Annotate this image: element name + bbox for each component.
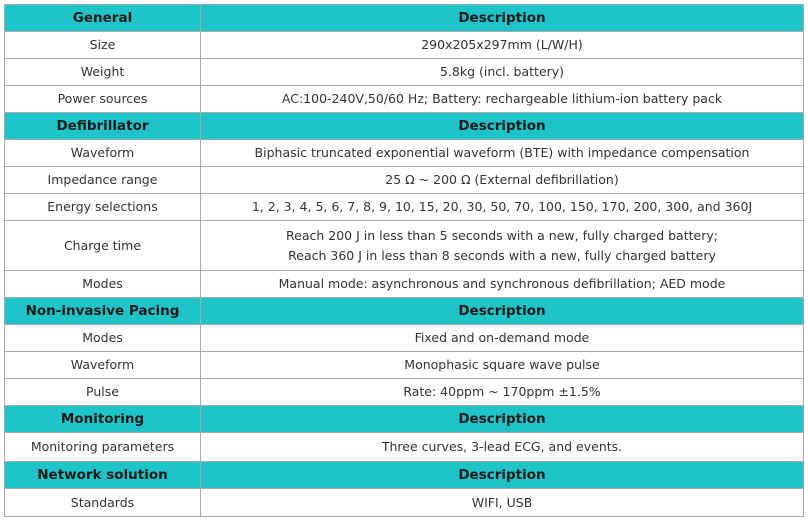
row-value: 25 Ω ~ 200 Ω (External defibrillation) <box>201 167 804 194</box>
row-label: Size <box>5 32 201 59</box>
row-label: Pulse <box>5 379 201 406</box>
table-row <box>5 325 804 352</box>
section-title: Network solution <box>5 462 201 489</box>
row-value: Three curves, 3-lead ECG, and events. <box>201 433 804 462</box>
spec-table <box>4 4 804 517</box>
row-label: Charge time <box>5 221 201 271</box>
section-header-defibrillator <box>5 113 804 140</box>
table-row <box>5 140 804 167</box>
row-value: Biphasic truncated exponential waveform (BTE) with impedance compensation <box>201 140 804 167</box>
row-value: Rate: 40ppm ~ 170ppm ±1.5% <box>201 379 804 406</box>
table-row <box>5 59 804 86</box>
row-label: Weight <box>5 59 201 86</box>
table-row <box>5 489 804 517</box>
row-value: Manual mode: asynchronous and synchronous defibrillation; AED mode <box>201 271 804 298</box>
table-row <box>5 32 804 59</box>
row-label: Modes <box>5 271 201 298</box>
row-value: Fixed and on-demand mode <box>201 325 804 352</box>
row-value-line: Reach 360 J in less than 8 seconds with a new, fully charged battery <box>288 247 716 263</box>
description-header: Description <box>201 5 804 32</box>
section-title: General <box>5 5 201 32</box>
description-header: Description <box>201 113 804 140</box>
table-row <box>5 167 804 194</box>
row-label: Modes <box>5 325 201 352</box>
table-row <box>5 194 804 221</box>
row-value: 290x205x297mm (L/W/H) <box>201 32 804 59</box>
section-title: Defibrillator <box>5 113 201 140</box>
row-label: Standards <box>5 489 201 517</box>
row-value: 1, 2, 3, 4, 5, 6, 7, 8, 9, 10, 15, 20, 30, 50, 70, 100, 150, 170, 200, 300, and 360J <box>201 194 804 221</box>
row-label: Monitoring parameters <box>5 433 201 462</box>
table-row <box>5 352 804 379</box>
row-label: Energy selections <box>5 194 201 221</box>
table-row <box>5 221 804 271</box>
row-value-line: Reach 200 J in less than 5 seconds with a new, fully charged battery; <box>286 227 718 243</box>
row-label: Power sources <box>5 86 201 113</box>
table-row <box>5 86 804 113</box>
row-value: 5.8kg (incl. battery) <box>201 59 804 86</box>
section-header-non-invasive-pacing <box>5 298 804 325</box>
section-title: Monitoring <box>5 406 201 433</box>
row-value-multiline <box>201 221 804 271</box>
table-row <box>5 379 804 406</box>
description-header: Description <box>201 462 804 489</box>
description-header: Description <box>201 298 804 325</box>
section-header-general <box>5 5 804 32</box>
description-header: Description <box>201 406 804 433</box>
table-row <box>5 271 804 298</box>
row-value: WIFI, USB <box>201 489 804 517</box>
row-label: Impedance range <box>5 167 201 194</box>
row-value: Monophasic square wave pulse <box>201 352 804 379</box>
row-value: AC:100-240V,50/60 Hz; Battery: rechargeable lithium-ion battery pack <box>201 86 804 113</box>
section-title: Non-invasive Pacing <box>5 298 201 325</box>
section-header-monitoring <box>5 406 804 433</box>
row-label: Waveform <box>5 140 201 167</box>
row-label: Waveform <box>5 352 201 379</box>
table-row <box>5 433 804 462</box>
section-header-network-solution <box>5 462 804 489</box>
